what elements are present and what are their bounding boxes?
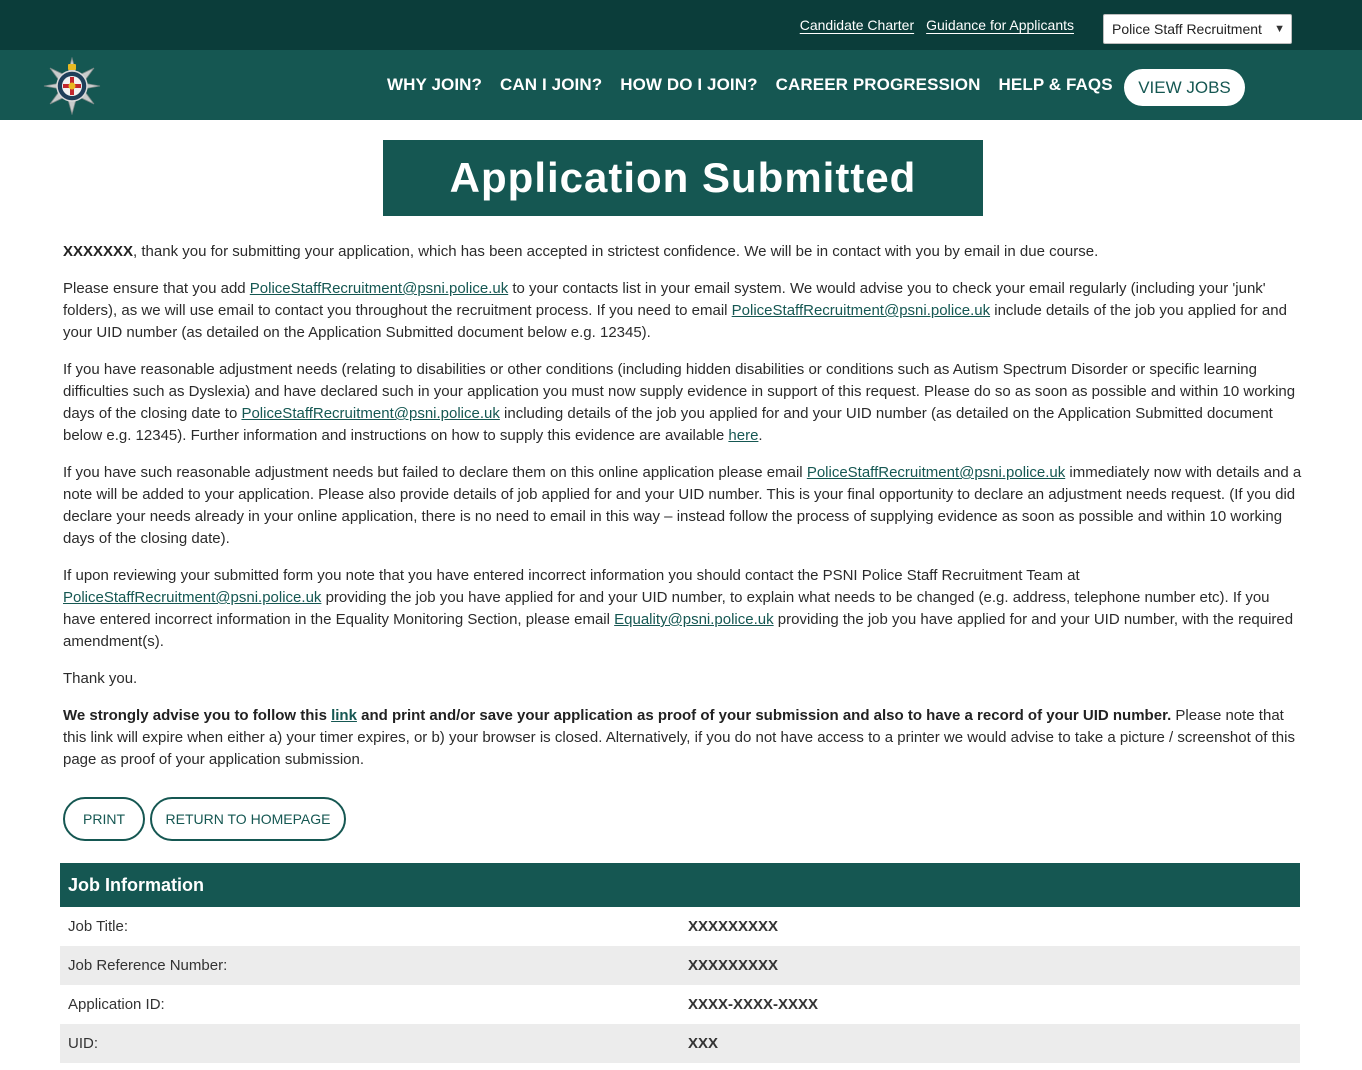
table-row	[60, 1024, 1300, 1063]
row-value: XXXXXXXXX	[688, 957, 779, 974]
paragraph-undeclared-needs: If you have such reasonable adjustment needs but failed to declare them on this online application please email PoliceStaffRecruitment@psni.police.uk immediately now with details and a note will be added to your application. Please also provide details of job applied for and your UID number. This is your final opportunity to declare an adjustment needs request. (If you did declare your needs already in your online application, there is no need to email in this way – instead follow the process of supplying evidence as soon as possible and within 10 working days of the closing date).	[63, 464, 1302, 547]
job-information-heading: Job Information	[60, 863, 1300, 907]
site-select[interactable]	[1103, 14, 1292, 44]
site-select-value: Police Staff Recruitment	[1112, 21, 1262, 37]
here-link[interactable]: here	[728, 427, 759, 444]
view-jobs-button[interactable]: VIEW JOBS	[1124, 69, 1245, 106]
psni-badge-logo[interactable]	[43, 57, 101, 115]
paragraph-incorrect-info: If upon reviewing your submitted form you note that you have entered incorrect information you should contact the PSNI Police Staff Recruitment Team at PoliceStaffRecruitment@psni.police.uk providing the job you have applied for and your UID number, to explain what needs to be changed (e.g. address, telephone number etc). If you have entered incorrect information in the Equality Monitoring Section, please email Equality@psni.police.uk providing the job you have applied for and your UID number, with the required amendment(s).	[63, 567, 1294, 650]
nav-how-do-i-join[interactable]: HOW DO I JOIN?	[620, 75, 758, 94]
row-value: XXX	[688, 1035, 719, 1052]
top-links	[800, 0, 1074, 50]
recruitment-email-link[interactable]: PoliceStaffRecruitment@psni.police.uk	[63, 589, 322, 606]
nav-career-progression[interactable]: CAREER PROGRESSION	[775, 75, 981, 94]
recruitment-email-link[interactable]: PoliceStaffRecruitment@psni.police.uk	[731, 302, 991, 319]
paragraph-adjustments: If you have reasonable adjustment needs (relating to disabilities or other conditions (including hidden disabilities or conditions such as Autism Spectrum Disorder or specific learning difficulties such as Dyslexia) and have declared such in your application you must now supply evidence in support of this request. Please do so as soon as possible and within 10 working days of the closing date to PoliceStaffRecruitment@psni.police.uk including details of the job you applied for and your UID number (as detailed on the Application Submitted document below e.g. 12345). Further information and instructions on how to supply this evidence are available here.	[63, 361, 1296, 444]
recruitment-email-link[interactable]: PoliceStaffRecruitment@psni.police.uk	[806, 464, 1066, 481]
row-label: Application ID:	[68, 996, 165, 1013]
page-title-banner	[383, 140, 983, 216]
nav-why-join[interactable]: WHY JOIN?	[387, 75, 483, 94]
applicant-name: XXXXXXX	[63, 243, 134, 260]
paragraph-thank-you: Thank you.	[63, 670, 138, 687]
top-utility-bar	[0, 0, 1362, 50]
nav-can-i-join[interactable]: CAN I JOIN?	[500, 75, 603, 94]
main-nav	[387, 50, 1131, 120]
return-to-homepage-button[interactable]: RETURN TO HOMEPAGE	[150, 797, 346, 841]
table-row	[60, 907, 1300, 946]
row-label: UID:	[68, 1035, 98, 1052]
paragraph-print-advice: We strongly advise you to follow this link and print and/or save your application as proof of your submission and also to have a record of your UID number. Please note that this link will expire when either a) your timer expires, or b) your browser is closed. Alternatively, if you do not have access to a printer we would advise to take a picture / screenshot of this page as proof of your application submission.	[63, 707, 1295, 768]
candidate-charter-link[interactable]: Candidate Charter	[799, 17, 915, 33]
equality-email-link[interactable]: Equality@psni.police.uk	[614, 611, 774, 628]
job-information-table	[60, 863, 1300, 1063]
chevron-down-icon: ▼	[1274, 23, 1285, 35]
row-value: XXXXXXXXX	[688, 918, 779, 935]
guidance-for-applicants-link[interactable]: Guidance for Applicants	[926, 17, 1074, 33]
print-button[interactable]: PRINT	[63, 797, 145, 841]
paragraph-thanks: XXXXXXX, thank you for submitting your application, which has been accepted in strictest confidence. We will be in contact with you by email in due course.	[63, 243, 1099, 260]
confirmation-message	[63, 241, 1303, 786]
action-buttons	[63, 797, 346, 841]
nav-help-faqs[interactable]: HELP & FAQS	[998, 75, 1113, 94]
paragraph-contacts: Please ensure that you add PoliceStaffRecruitment@psni.police.uk to your contacts list in your email system. We would advise you to check your email regularly (including your 'junk' folders), as we will use email to contact you throughout the recruitment process. If you need to email PoliceStaffRecruitment@psni.police.uk include details of the job you applied for and your UID number (as detailed on the Application Submitted document below e.g. 12345).	[63, 280, 1287, 341]
row-label: Job Title:	[68, 918, 129, 935]
recruitment-email-link[interactable]: PoliceStaffRecruitment@psni.police.uk	[249, 280, 509, 297]
row-label: Job Reference Number:	[68, 957, 228, 974]
page-title: Application Submitted	[449, 154, 917, 201]
recruitment-email-link[interactable]: PoliceStaffRecruitment@psni.police.uk	[241, 405, 500, 422]
table-row	[60, 946, 1300, 985]
row-value: XXXX-XXXX-XXXX	[688, 996, 819, 1013]
application-print-link[interactable]: link	[331, 707, 357, 724]
table-row	[60, 985, 1300, 1024]
